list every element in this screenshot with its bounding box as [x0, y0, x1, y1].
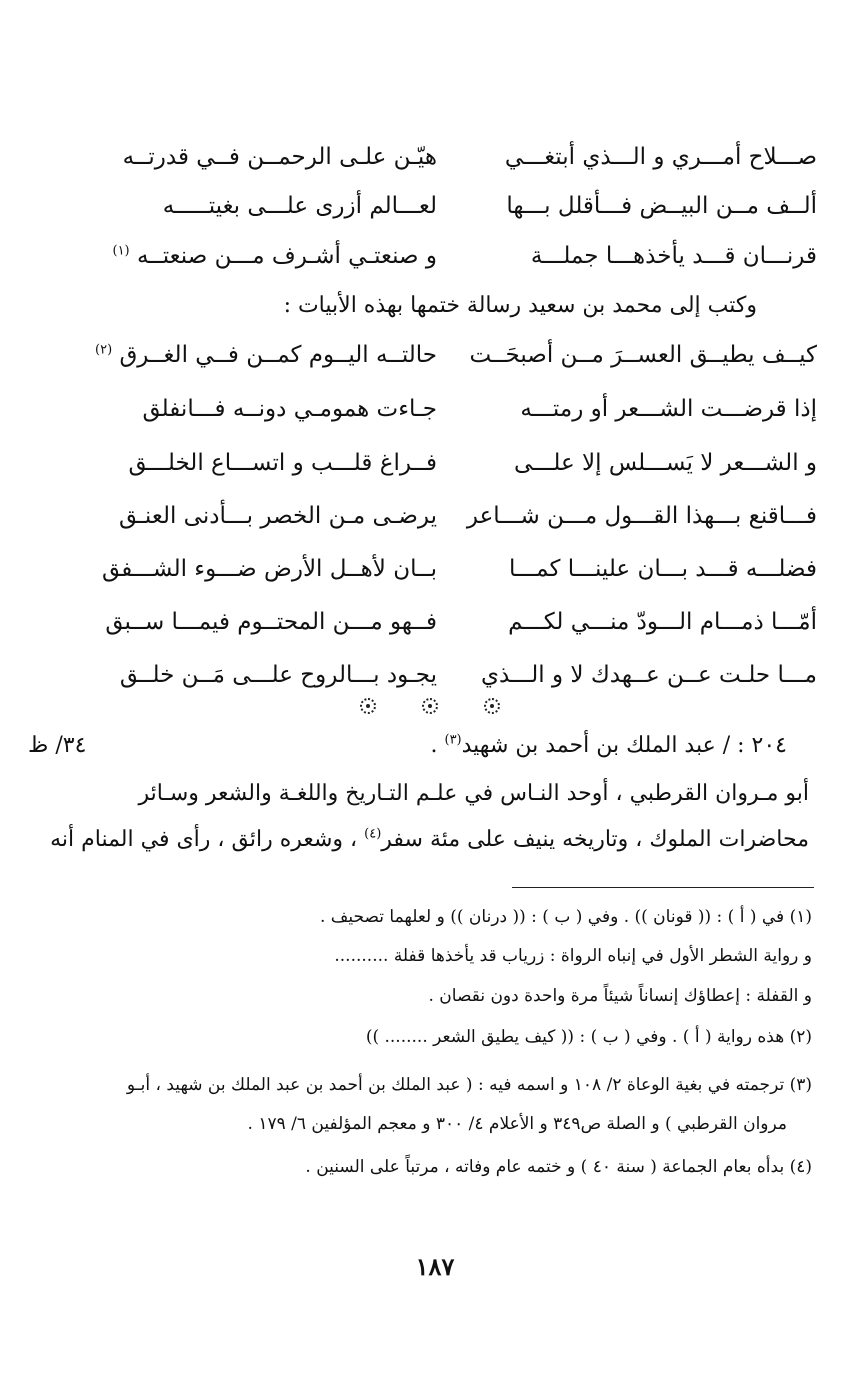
verse-second-hemistich: فــراغ قلـــب و اتســـاع الخلـــق	[128, 450, 437, 476]
verse-line	[0, 386, 867, 434]
verse-first-hemistich: صـــلاح أمـــري و الـــذي أبتغـــي	[504, 144, 817, 170]
verse-line	[0, 183, 867, 231]
ornament-star-icon	[484, 698, 500, 714]
verse-second-hemistich: يرضـى مـن الخصر بـــأدنى العنـق	[118, 503, 437, 529]
verse-line	[0, 599, 867, 647]
footnote-1: (١) في ( أ ) : (( قونان )) . وفي ( ب ) : (( درنان )) و لعلهما تصحيف .	[320, 907, 812, 927]
folio-marker: ٣٤/ ظ	[28, 733, 87, 758]
verse-line	[0, 233, 867, 281]
verse-second-hemistich: فــهو مـــن المحتــوم فيمـــا ســبق	[105, 609, 437, 635]
verse-line	[0, 332, 867, 380]
verse-first-hemistich: مـــا حلـت عــن عــهدك لا و الـــذي	[480, 662, 817, 688]
verse-first-hemistich: فـــاقنع بـــهذا القـــول مـــن شـــاعر	[466, 503, 817, 529]
verse-second-hemistich	[95, 332, 437, 378]
page-number: ١٨٧	[415, 1252, 455, 1281]
verse-second-hemistich: لعـــالم أزرى علـــى بغيتـــــه	[162, 193, 437, 219]
footnote-marker: (٢)	[95, 342, 113, 358]
footnote-1-cont: و رواية الشطر الأول في إنباه الرواة : زرياب قد يأخذها قفلة ..........	[334, 946, 812, 966]
verse-line	[0, 652, 867, 700]
body-line	[50, 820, 809, 860]
footnote-rule	[512, 887, 814, 888]
verse-first-hemistich: و الشـــعر لا يَســـلس إلا علـــى	[514, 450, 817, 476]
verse-first-hemistich: فضلـــه قـــد بـــان علينـــا كمـــا	[508, 556, 817, 582]
footnote-4: (٤) بدأه بعام الجماعة ( سنة ٤٠ ) و ختمه عام وفاته ، مرتباً على السنين .	[305, 1157, 812, 1177]
verse-second-hemistich: بــان لأهــل الأرض ضـــوء الشـــفق	[102, 556, 437, 582]
verse-text: حالتــه اليــوم كمــن فــي الغــرق	[119, 342, 437, 368]
footnote-1-cont: و القفلة : إعطاؤك إنساناً شيئاً مرة واحدة دون نقصان .	[428, 986, 812, 1006]
verse-line	[0, 546, 867, 594]
entry-heading	[430, 726, 787, 766]
body-text: ، وشعره رائق ، رأى في المنام أنه	[50, 827, 365, 852]
footnote-2: (٢) هذه رواية ( أ ) . وفي ( ب ) : (( كيف يطيق الشعر ........ ))	[365, 1027, 812, 1047]
verse-first-hemistich: قرنـــان قـــد يأخذهـــا جملـــة	[530, 243, 817, 269]
entry-heading-end: .	[430, 733, 438, 758]
entry-heading-text: ٢٠٤ : / عبد الملك بن أحمد بن شهيد	[461, 733, 787, 758]
ornament-star-icon	[360, 698, 376, 714]
footnote-marker: (٣)	[444, 732, 462, 748]
verse-first-hemistich: إذا قرضـــت الشـــعر أو رمتـــه	[520, 396, 817, 422]
ornament-separator	[360, 694, 500, 718]
verse-first-hemistich: كيــف يطيــق العســرَ مــن أصبحَــت	[469, 342, 817, 368]
verse-second-hemistich	[112, 233, 437, 279]
verse-second-hemistich: هيّـن علـى الرحمــن فــي قدرتــه	[122, 144, 437, 170]
intro-line: وكتب إلى محمد بن سعيد رسالة ختمها بهذه الأبيات :	[283, 293, 757, 318]
verse-text: و صنعتـي أشـرف مـــن صنعتــه	[136, 243, 437, 269]
verse-line	[0, 134, 867, 182]
verse-line	[0, 440, 867, 488]
ornament-star-icon	[422, 698, 438, 714]
body-text: محاضرات الملوك ، وتاريخه ينيف على مئة سفر	[381, 827, 809, 852]
footnote-marker: (١)	[112, 243, 130, 259]
body-line: أبو مـروان القرطبي ، أوحد النـاس في علـم التـاريخ واللغـة والشعر وسـائر	[138, 781, 809, 806]
footnote-3: (٣) ترجمته في بغية الوعاة ٢/ ١٠٨ و اسمه فيه : ( عبد الملك بن أحمد بن عبد الملك بن شهيد ، أبـو	[126, 1075, 812, 1095]
verse-second-hemistich: يجـود بـــالروح علـــى مَــن خلــق	[119, 662, 437, 688]
verse-first-hemistich: أمّـــا ذمـــام الـــودّ منـــي لكـــم	[508, 609, 817, 635]
verse-first-hemistich: ألــف مــن البيــض فـــأقلل بـــها	[506, 193, 817, 219]
footnote-marker: (٤)	[364, 826, 382, 842]
verse-second-hemistich: جـاءت همومـي دونــه فـــانفلق	[142, 396, 437, 422]
footnote-3-cont: مروان القرطبي ) و الصلة ص٣٤٩ و الأعلام ٤/ ٣٠٠ و معجم المؤلفين ٦/ ١٧٩ .	[247, 1114, 787, 1134]
verse-line	[0, 493, 867, 541]
